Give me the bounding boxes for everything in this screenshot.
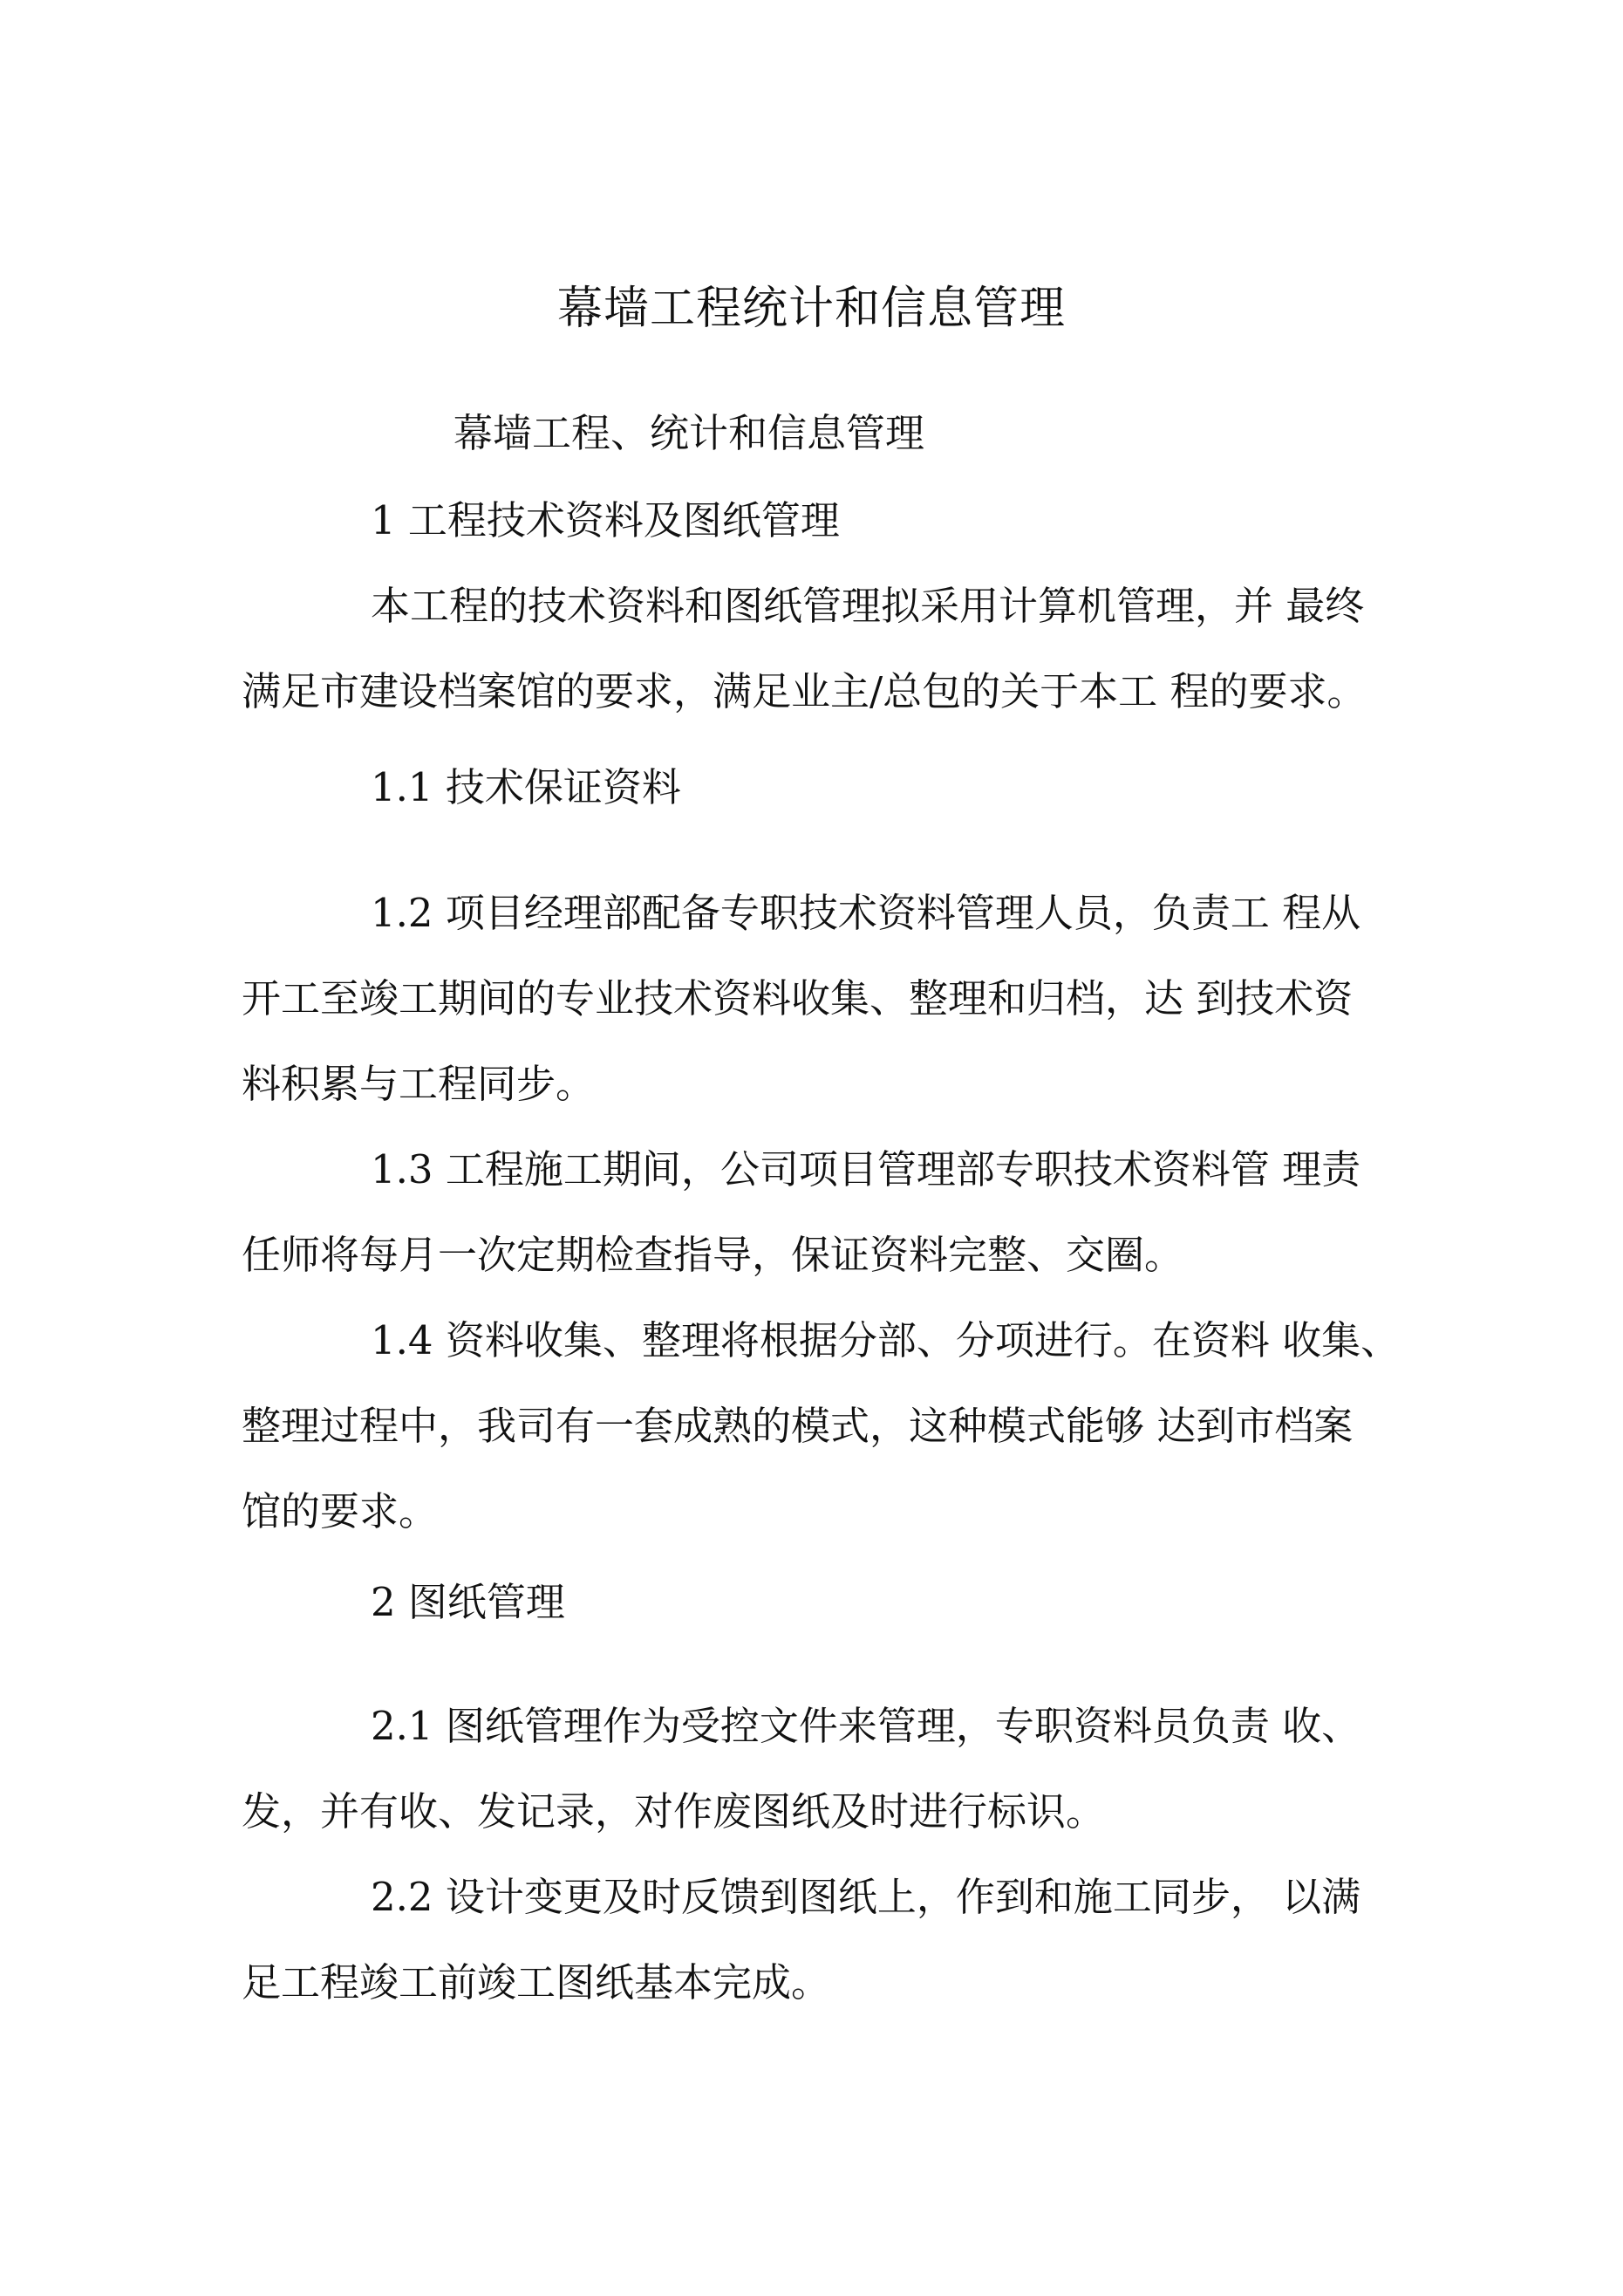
paragraph-line: 1.4 资料收集、整理将根据分部、分项进行。在资料 收集、 [371, 1317, 1401, 1363]
document-subtitle: 幕墙工程、统计和信息管理 [453, 410, 925, 456]
section-heading-1: 1 工程技术资料及图纸管理 [371, 497, 840, 543]
paragraph-line: 足工程竣工前竣工图纸基本完成。 [242, 1959, 831, 2006]
paragraph-line: 本工程的技术资料和图纸管理拟采用计算机管理，并 最终 [371, 583, 1365, 629]
paragraph-line: 1.3 工程施工期间，公司项目管理部专职技术资料管 理责 [371, 1146, 1361, 1192]
paragraph-line: 馆的要求。 [242, 1488, 439, 1534]
section-heading-2: 2 图纸管理 [371, 1579, 565, 1625]
paragraph-line: 任师将每月一次定期检查指导，保证资料完整、交圈。 [242, 1232, 1184, 1278]
paragraph-line: 满足市建设档案馆的要求，满足业主/总包的关于本工 程的要求。 [242, 668, 1367, 714]
paragraph-line: 料积累与工程同步。 [242, 1061, 596, 1107]
paragraph-line: 1.2 项目经理部配备专职技术资料管理人员，负责工 程从 [371, 890, 1361, 936]
document-title: 幕墙工程统计和信息管理 [556, 283, 1066, 335]
paragraph-line: 发，并有收、发记录，对作废图纸及时进行标识。 [242, 1788, 1106, 1835]
section-heading-1-1: 1.1 技术保证资料 [371, 764, 681, 810]
paragraph-line: 开工至竣工期间的专业技术资料收集、整理和归档，达 到技术资 [242, 975, 1354, 1022]
paragraph-line: 2.1 图纸管理作为受控文件来管理，专职资料员负责 收、 [371, 1703, 1361, 1749]
paragraph-line: 2.2 设计变更及时反馈到图纸上，作到和施工同步， 以满 [371, 1874, 1361, 1920]
paragraph-line: 整理过程中，我司有一套成熟的模式，这种模式能够 达到市档案 [242, 1403, 1354, 1449]
